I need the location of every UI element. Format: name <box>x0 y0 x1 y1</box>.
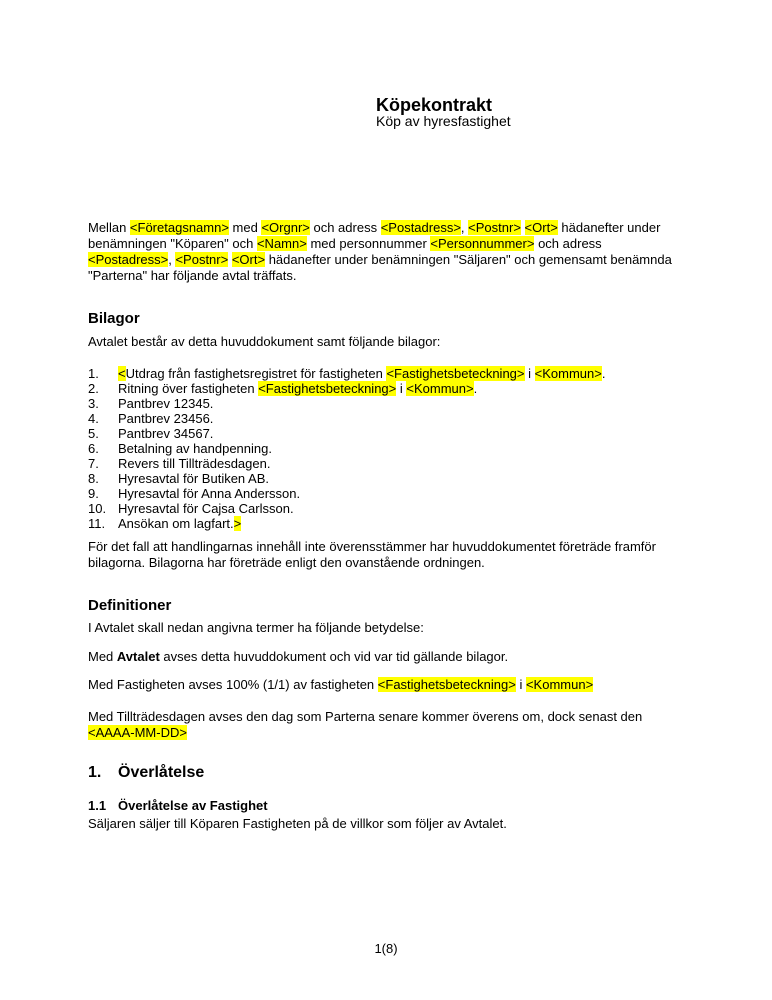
section-1-number: 1. <box>88 764 102 781</box>
highlighted-placeholder: <Företagsnamn> <box>129 220 229 235</box>
highlighted-placeholder: <Postadress> <box>88 252 169 267</box>
section-1-1-number: 1.1 <box>88 798 107 813</box>
attachment-item <box>88 441 688 456</box>
text-segment: Med Fastigheten avses 100% (1/1) av fastigheten <box>88 677 378 692</box>
highlighted-placeholder: < <box>118 366 126 381</box>
text-segment: Med <box>88 649 117 664</box>
text-segment: i <box>396 381 407 396</box>
text-segment: och adress <box>534 236 602 251</box>
text-segment <box>521 220 525 235</box>
text-segment: Betalning av handpenning. <box>118 441 272 456</box>
attachment-text <box>118 516 688 531</box>
text-segment: Pantbrev 12345. <box>118 396 214 411</box>
text-segment: och adress <box>309 220 381 235</box>
text-segment: Utdrag från fastighetsregistret för fastigheten <box>125 366 387 381</box>
section-1-1-heading <box>88 798 688 813</box>
document-title: Köpekontrakt <box>376 95 493 115</box>
precedence-paragraph: För det fall att handlingarnas innehåll inte överensstämmer har huvuddokumentet företräde framför bilagorna. Bilagorna har företräde enligt den ovanstående ordningen. <box>88 539 656 570</box>
text-segment: Med Tillträdesdagen avses den dag som Parterna senare kommer överens om, dock senast den <box>88 709 643 724</box>
attachment-number: 4. <box>88 411 99 426</box>
definition-tilltradesdagen <box>88 709 688 741</box>
attachment-item <box>88 471 688 486</box>
highlighted-placeholder: <Ort> <box>524 220 558 235</box>
highlighted-placeholder: <Postadress> <box>380 220 461 235</box>
attachment-item <box>88 411 688 426</box>
title-block <box>376 97 688 130</box>
highlighted-placeholder: > <box>233 516 242 531</box>
text-segment: . <box>601 366 606 381</box>
highlighted-placeholder: <Orgnr> <box>261 220 310 235</box>
attachment-text <box>118 501 688 516</box>
attachment-text <box>118 486 688 501</box>
text-segment: , <box>168 252 176 267</box>
section-1-1-body: Säljaren säljer till Köparen Fastigheten på de villkor som följer av Avtalet. <box>88 816 507 831</box>
attachment-item <box>88 456 688 471</box>
bilagor-heading: Bilagor <box>88 310 140 327</box>
text-segment: . <box>473 381 478 396</box>
attachment-text <box>118 441 688 456</box>
attachment-item <box>88 381 688 396</box>
attachment-text <box>118 411 688 426</box>
bilagor-lead: Avtalet består av detta huvuddokument samt följande bilagor: <box>88 334 441 349</box>
attachment-text <box>118 381 688 396</box>
text-segment: avses detta huvuddokument och vid var tid gällande bilagor. <box>159 649 509 664</box>
attachment-number: 5. <box>88 426 99 441</box>
attachment-item <box>88 396 688 411</box>
attachment-text <box>118 366 688 381</box>
section-1-heading <box>88 764 688 782</box>
text-segment: Hyresavtal för Cajsa Carlsson. <box>118 501 294 516</box>
section-1-1-title: Överlåtelse av Fastighet <box>118 798 268 813</box>
definitioner-heading: Definitioner <box>88 597 172 614</box>
text-segment: hädanefter under benämningen "Säljaren" och gemensamt benämnda "Parterna" har följande avtal träffats. <box>88 252 672 283</box>
highlighted-placeholder: <Namn> <box>256 236 307 251</box>
section-1-title: Överlåtelse <box>118 764 205 781</box>
text-segment: Revers till Tillträdesdagen. <box>118 456 271 471</box>
highlighted-placeholder: <Kommun> <box>534 366 602 381</box>
attachment-number: 9. <box>88 486 99 501</box>
highlighted-placeholder: <Kommun> <box>525 677 594 692</box>
highlighted-placeholder: <Fastighetsbeteckning> <box>258 381 397 396</box>
attachments-list <box>88 366 688 531</box>
highlighted-placeholder: <Personnummer> <box>430 236 535 251</box>
text-segment: med <box>228 220 262 235</box>
text-segment: Mellan <box>88 220 130 235</box>
attachment-number: 7. <box>88 456 99 471</box>
text-segment: hädanefter under benämningen "Köparen" och <box>88 220 661 251</box>
intro-paragraph <box>88 220 688 284</box>
document-subtitle: Köp av hyresfastighet <box>376 113 511 129</box>
attachment-item <box>88 426 688 441</box>
attachment-number: 6. <box>88 441 99 456</box>
text-segment: Pantbrev 23456. <box>118 411 214 426</box>
attachment-text <box>118 471 688 486</box>
attachment-number: 2. <box>88 381 99 396</box>
attachment-number: 1. <box>88 366 99 381</box>
highlighted-placeholder: <Kommun> <box>406 381 474 396</box>
text-segment: Ansökan om lagfart. <box>118 516 234 531</box>
highlighted-placeholder: <Postnr> <box>468 220 521 235</box>
text-segment: i <box>524 366 535 381</box>
text-segment: i <box>515 677 526 692</box>
text-segment: Avtalet <box>116 649 160 664</box>
attachment-number: 8. <box>88 471 99 486</box>
highlighted-placeholder: <Postnr> <box>175 252 229 267</box>
attachment-number: 11. <box>88 516 106 531</box>
highlighted-placeholder: <Fastighetsbeteckning> <box>377 677 516 692</box>
highlighted-placeholder: <Fastighetsbeteckning> <box>386 366 525 381</box>
attachment-text <box>118 396 688 411</box>
highlighted-placeholder: <AAAA-MM-DD> <box>88 725 187 740</box>
attachment-text <box>118 426 688 441</box>
text-segment: Pantbrev 34567. <box>118 426 214 441</box>
definitioner-lead: I Avtalet skall nedan angivna termer ha följande betydelse: <box>88 620 424 635</box>
definition-fastigheten <box>88 677 688 693</box>
definition-avtalet <box>88 649 688 665</box>
attachment-item <box>88 516 688 531</box>
text-segment: med personnummer <box>306 236 431 251</box>
attachment-number: 10. <box>88 501 107 516</box>
text-segment: Hyresavtal för Anna Andersson. <box>118 486 301 501</box>
text-segment: Hyresavtal för Butiken AB. <box>118 471 270 486</box>
highlighted-placeholder: <Ort> <box>231 252 266 267</box>
attachment-number: 3. <box>88 396 99 411</box>
page-number: 1(8) <box>374 941 398 956</box>
attachment-item <box>88 486 688 501</box>
attachment-text <box>118 456 688 471</box>
text-segment: , <box>460 220 469 235</box>
attachment-item <box>88 501 688 516</box>
attachment-item <box>88 366 688 381</box>
text-segment: Ritning över fastigheten <box>118 381 259 396</box>
